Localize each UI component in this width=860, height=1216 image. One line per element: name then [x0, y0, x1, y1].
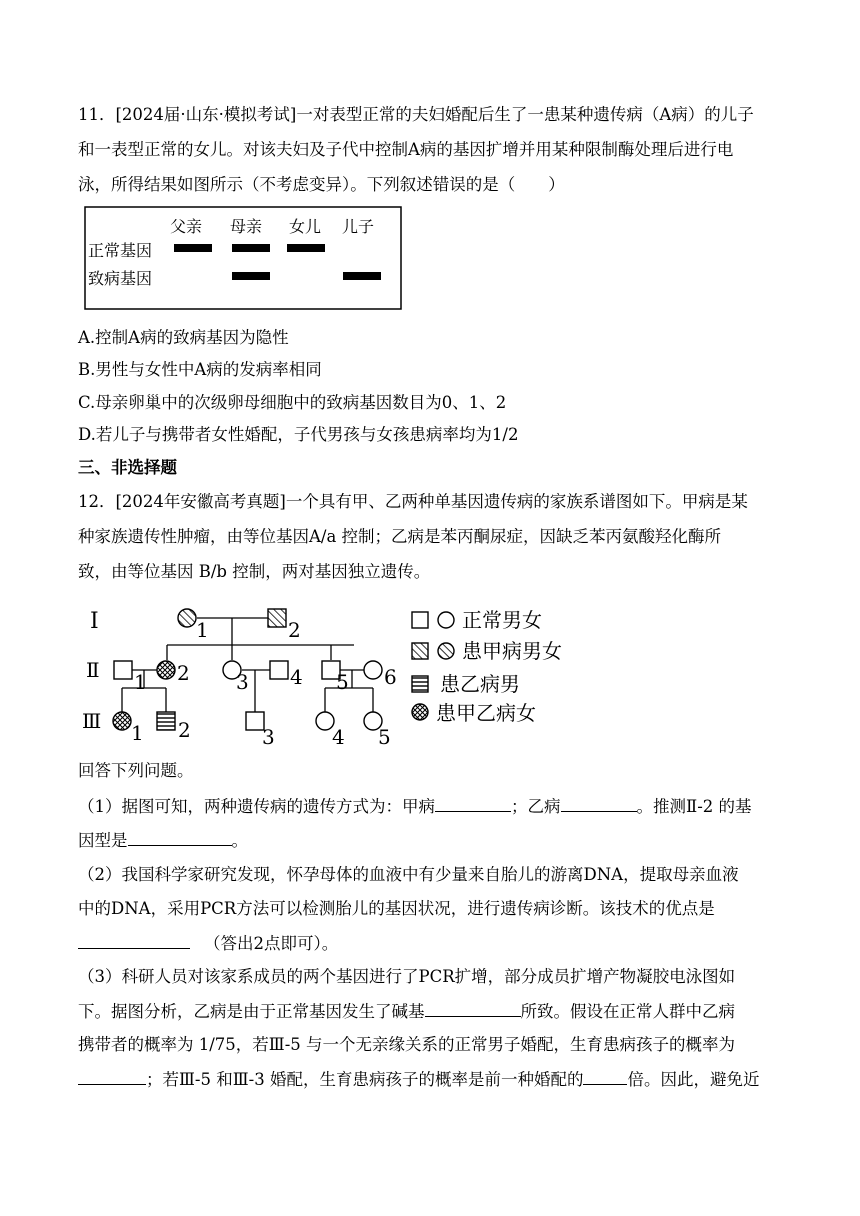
gel-band-mother-normal: [232, 244, 270, 252]
pedigree-II-1: [114, 661, 132, 679]
q11-option-d: D.若儿子与携带者女性婚配，子代男孩与女孩患病率均为1/2: [78, 425, 519, 444]
legend-a-male-icon: [412, 643, 428, 659]
gel-row-disease: 致病基因: [88, 269, 153, 288]
q11-option-b: B.男性与女性中A病的发病率相同: [78, 360, 322, 379]
gel-band-son-disease: [343, 272, 381, 280]
gen-label-I: I: [90, 609, 99, 634]
blank-genotype[interactable]: [128, 829, 232, 846]
blank-advantages[interactable]: [78, 932, 190, 949]
gel-col-father: 父亲: [170, 217, 203, 236]
legend-a-female-icon: [438, 643, 454, 659]
pedigree-chart: [80, 600, 640, 748]
num-III-5: 5: [378, 725, 391, 748]
gel-col-son: 儿子: [342, 217, 375, 236]
legend-normal-male-icon: [412, 612, 428, 628]
legend-disease-ab: 患甲乙病女: [436, 701, 536, 725]
gen-label-III: Ⅲ: [82, 709, 102, 733]
q12-part3-line3: 携带者的概率为 1/75，若Ⅲ-5 与一个无亲缘关系的正常男子婚配，生育患病孩子的概率为: [78, 1035, 736, 1054]
pedigree-II-2: [157, 661, 175, 679]
pedigree-II-6: [364, 661, 382, 679]
q11-option-c: C.母亲卵巢中的次级卵母细胞中的致病基因数目为0、1、2: [78, 393, 507, 412]
gel-col-mother: 母亲: [230, 217, 263, 236]
q12-line-1: 12．[2024年安徽高考真题]一个具有甲、乙两种单基因遗传病的家族系谱图如下。甲病是某: [78, 492, 748, 511]
q11-line-2: 和一表型正常的女儿。对该夫妇及子代中控制A病的基因扩增并用某种限制酶处理后进行电: [78, 140, 734, 159]
legend-disease-a: 患甲病男女: [462, 639, 562, 663]
q12-part1-line2: 因型是 。: [78, 831, 248, 850]
num-II-6: 6: [384, 665, 397, 689]
legend-normal-female-icon: [438, 612, 454, 628]
blank-mutation-type[interactable]: [425, 1000, 521, 1017]
gel-row-normal: 正常基因: [88, 241, 153, 260]
q11-line-1: 11．[2024届·山东·模拟考试]一对表型正常的夫妇婚配后生了一患某种遗传病（A病）的儿子: [78, 105, 754, 124]
blank-disease-a[interactable]: [435, 795, 511, 812]
num-III-1: 1: [131, 721, 144, 745]
num-II-3: 3: [236, 670, 249, 694]
pedigree-I-2: [268, 609, 286, 627]
q12-part3-line1: （3）科研人员对该家系成员的两个基因进行了PCR扩增，部分成员扩增产物凝胶电泳图如: [78, 967, 736, 986]
gel-band-daughter-normal: [287, 244, 325, 252]
pedigree-III-1: [113, 712, 131, 730]
num-III-2: 2: [178, 718, 191, 742]
blank-disease-b[interactable]: [561, 795, 637, 812]
num-II-2: 2: [177, 661, 190, 685]
q12-line-2: 种家族遗传性肿瘤，由等位基因A/a 控制；乙病是苯丙酮尿症，因缺乏苯丙氨酸羟化酶所: [78, 527, 722, 546]
blank-multiple[interactable]: [583, 1068, 627, 1085]
gel-col-daughter: 女儿: [289, 217, 322, 236]
q12-part3-line2: 下。据图分析，乙病是由于正常基因发生了碱基 所致。假设在正常人群中乙病: [78, 1002, 735, 1021]
num-II-4: 4: [290, 665, 303, 689]
pedigree-III-2: [157, 712, 175, 730]
section-heading: 三、非选择题: [78, 458, 177, 477]
pedigree-I-1: [178, 609, 196, 627]
q12-part1-line1: （1）据图可知，两种遗传病的遗传方式为：甲病 ；乙病 。推测Ⅱ-2 的基: [78, 797, 752, 816]
num-III-3: 3: [262, 725, 275, 748]
legend-normal: 正常男女: [462, 608, 542, 632]
num-I-1: 1: [196, 618, 209, 642]
q12-line-3: 致，由等位基因 B/b 控制，两对基因独立遗传。: [78, 562, 431, 581]
num-II-5: 5: [336, 670, 349, 694]
num-III-4: 4: [332, 725, 345, 748]
gel-band-mother-disease: [232, 272, 270, 280]
legend-ab-female-icon: [412, 704, 428, 720]
q12-part2-line2: 中的DNA，采用PCR方法可以检测胎儿的基因状况，进行遗传病诊断。该技术的优点是: [78, 899, 715, 918]
num-I-2: 2: [288, 618, 301, 642]
q12-answer-intro: 回答下列问题。: [78, 761, 194, 780]
legend-b-male-icon: [412, 676, 428, 692]
q11-option-a: A.控制A病的致病基因为隐性: [78, 328, 289, 347]
gel-figure: [84, 206, 404, 312]
pedigree-II-4: [270, 661, 288, 679]
q11-line-3: 泳，所得结果如图所示（不考虑变异）。下列叙述错误的是（ ）: [78, 175, 565, 194]
gen-label-II: Ⅱ: [86, 658, 100, 682]
num-II-1: 1: [134, 670, 147, 694]
gel-band-father-normal: [174, 244, 212, 252]
blank-probability[interactable]: [78, 1068, 146, 1085]
q12-part2-line1: （2）我国科学家研究发现，怀孕母体的血液中有少量来自胎儿的游离DNA，提取母亲血液: [78, 865, 739, 884]
q12-part3-line4: ；若Ⅲ-5 和Ⅲ-3 婚配，生育患病孩子的概率是前一种婚配的 倍。因此，避免近: [78, 1068, 759, 1091]
q12-part2-line3: （答出2点即可）。: [78, 932, 338, 955]
legend-disease-b: 患乙病男: [440, 672, 520, 696]
